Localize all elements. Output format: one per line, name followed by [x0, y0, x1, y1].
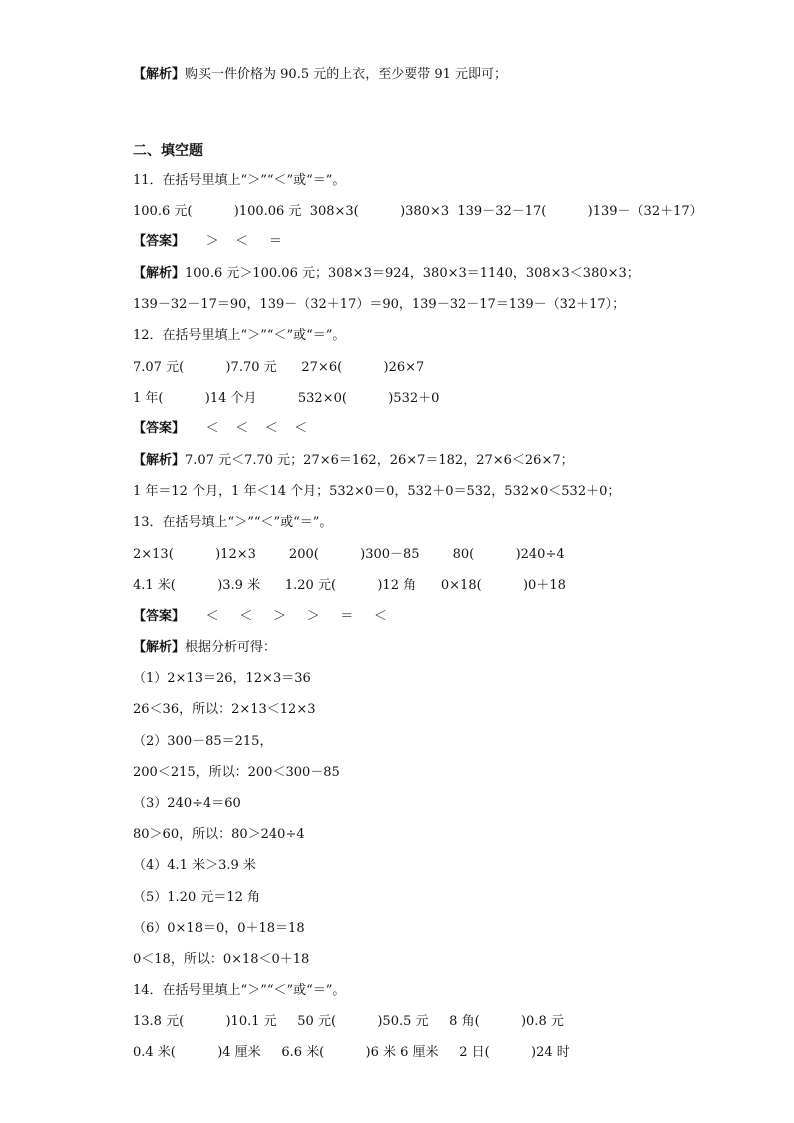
- line-text: ＜ ＜ ＜ ＜: [185, 421, 308, 436]
- text-line: [133, 265, 640, 283]
- text-line: [133, 452, 574, 470]
- line-text: 0＜18，所以：0×18＜0＋18: [133, 952, 310, 967]
- label-prefix: 【答案】: [133, 421, 186, 436]
- text-line: [133, 608, 387, 626]
- line-text: 根据分析可得：: [185, 640, 277, 655]
- text-line: [133, 233, 282, 251]
- line-text: 7.07 元＜7.70 元；27×6＝162，26×7＝182，27×6＜26×7；: [185, 453, 574, 468]
- text-line: [133, 764, 340, 782]
- line-text: 13.8 元( )10.1 元 50 元( )50.5 元 8 角( )0.8 元: [133, 1014, 564, 1029]
- line-text: 13．在括号填上“＞”“＜”或“＝”。: [133, 515, 333, 530]
- text-line: [133, 1044, 570, 1062]
- line-text: 1 年＝12 个月，1 年＜14 个月；532×0＝0，532＋0＝532，532×0＜532＋0；: [133, 484, 621, 499]
- line-text: 100.6 元( )100.06 元 308×3( )380×3 139－32－17( )139－（32＋17）: [133, 204, 703, 219]
- label-prefix: 【答案】: [133, 234, 186, 249]
- label-prefix: 【解析】: [133, 640, 186, 655]
- line-text: （3）240÷4＝60: [133, 796, 241, 811]
- text-line: [133, 982, 345, 1000]
- text-line: [133, 951, 309, 969]
- text-line: [133, 390, 439, 408]
- text-line: [133, 795, 241, 813]
- text-line: [133, 172, 345, 190]
- line-text: （5）1.20 元＝12 角: [133, 890, 261, 905]
- heading-text: 二、填空题: [133, 143, 203, 159]
- text-line: [133, 66, 507, 84]
- text-line: [133, 670, 311, 688]
- label-prefix: 【解析】: [133, 67, 186, 82]
- line-text: 26＜36，所以：2×13＜12×3: [133, 702, 316, 717]
- label-prefix: 【解析】: [133, 266, 186, 281]
- text-line: [133, 483, 620, 501]
- line-text: （4）4.1 米＞3.9 米: [133, 858, 256, 873]
- line-text: 0.4 米( )4 厘米 6.6 米( )6 米 6 厘米 2 日( )24 时: [133, 1045, 570, 1060]
- line-text: 购买一件价格为 90.5 元的上衣，至少要带 91 元即可；: [185, 67, 508, 82]
- line-text: ＜ ＜ ＞ ＞ ＝ ＜: [185, 609, 387, 624]
- line-text: 100.6 元＞100.06 元；308×3＝924，380×3＝1140，308×3＜380×3；: [185, 266, 640, 281]
- line-text: 11．在括号里填上“＞”“＜”或“＝”。: [133, 173, 346, 188]
- text-line: [133, 327, 345, 345]
- line-text: 7.07 元( )7.70 元 27×6( )26×7: [133, 360, 425, 375]
- text-line: [133, 733, 272, 751]
- text-line: [133, 889, 260, 907]
- text-line: [133, 826, 305, 844]
- line-text: 139－32－17＝90，139－（32＋17）＝90，139－32－17＝139－（32＋17）；: [133, 297, 626, 312]
- label-prefix: 【答案】: [133, 609, 186, 624]
- text-line: [133, 420, 307, 438]
- label-prefix: 【解析】: [133, 453, 186, 468]
- section-heading: [133, 142, 203, 160]
- line-text: （2）300－85＝215，: [133, 734, 273, 749]
- text-line: [133, 546, 565, 564]
- text-line: [133, 514, 332, 532]
- line-text: ＞ ＜ ＝: [185, 234, 282, 249]
- line-text: 2×13( )12×3 200( )300－85 80( )240÷4: [133, 547, 565, 562]
- line-text: 200＜215，所以：200＜300－85: [133, 765, 340, 780]
- text-line: [133, 857, 256, 875]
- line-text: （6）0×18＝0，0＋18＝18: [133, 921, 305, 936]
- line-text: 1 年( )14 个月 532×0( )532＋0: [133, 391, 440, 406]
- text-line: [133, 577, 566, 595]
- text-line: [133, 359, 424, 377]
- line-text: 14．在括号里填上“＞”“＜”或“＝”。: [133, 983, 346, 998]
- text-line: [133, 920, 305, 938]
- line-text: 12．在括号里填上“＞”“＜”或“＝”。: [133, 328, 346, 343]
- text-line: [133, 296, 625, 314]
- line-text: 80＞60，所以：80＞240÷4: [133, 827, 305, 842]
- text-line: [133, 1013, 564, 1031]
- text-line: [133, 639, 276, 657]
- text-line: [133, 203, 703, 221]
- line-text: （1）2×13＝26，12×3＝36: [133, 671, 311, 686]
- text-line: [133, 701, 316, 719]
- line-text: 4.1 米( )3.9 米 1.20 元( )12 角 0×18( )0＋18: [133, 578, 566, 593]
